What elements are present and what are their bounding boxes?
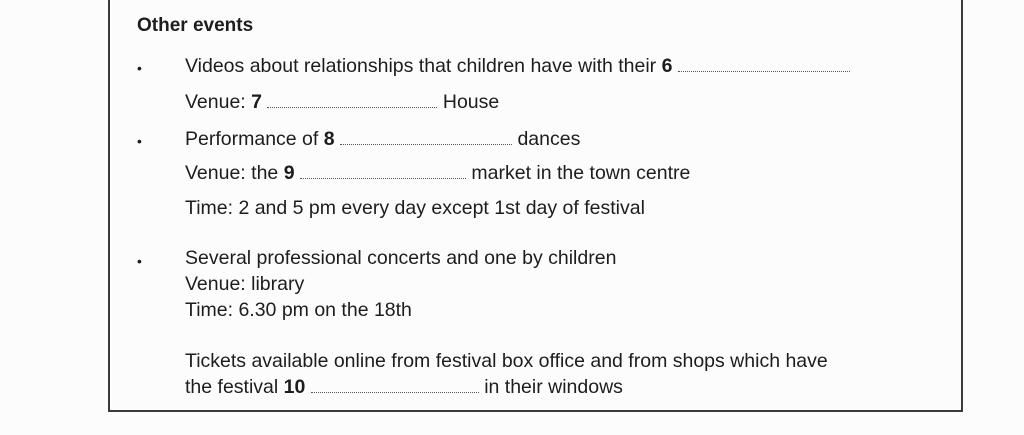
tickets-line2-suffix: in their windows — [484, 376, 623, 398]
bullet-3: • — [137, 253, 142, 269]
question-7-number: 7 — [251, 91, 263, 113]
tickets-line2 — [185, 375, 623, 399]
item2-venue — [185, 161, 690, 185]
item2-time: Time: 2 and 5 pm every day except 1st day of festival — [185, 197, 645, 219]
bullet-2: • — [137, 133, 142, 149]
item1-venue-label: Venue: — [185, 91, 246, 113]
bullet-1: • — [137, 60, 142, 76]
item2-venue-label: Venue: the — [185, 162, 279, 184]
item3-time: Time: 6.30 pm on the 18th — [185, 299, 412, 321]
item2-line1 — [185, 127, 580, 151]
answer-blank-9[interactable] — [300, 177, 466, 179]
item2-line1-suffix: dances — [517, 128, 581, 150]
item1-line1 — [185, 54, 850, 78]
answer-blank-10[interactable] — [311, 391, 479, 393]
item3-line1: Several professional concerts and one by children — [185, 247, 617, 269]
item3-venue: Venue: library — [185, 273, 305, 295]
section-title: Other events — [137, 15, 254, 36]
tickets-line2-text: the festival — [185, 376, 279, 398]
item2-venue-suffix: market in the town centre — [471, 162, 691, 184]
answer-blank-7[interactable] — [267, 106, 437, 108]
item1-line1-text: Videos about relationships that children have with their — [185, 55, 657, 77]
item1-venue — [185, 90, 499, 114]
question-6-number: 6 — [661, 55, 673, 77]
question-10-number: 10 — [283, 376, 306, 398]
item1-venue-suffix: House — [442, 91, 500, 113]
question-8-number: 8 — [323, 128, 335, 150]
item2-line1-text: Performance of — [185, 128, 319, 150]
tickets-line1: Tickets available online from festival box office and from shops which have — [185, 350, 828, 372]
answer-blank-6[interactable] — [678, 70, 850, 72]
answer-blank-8[interactable] — [340, 143, 512, 145]
question-9-number: 9 — [283, 162, 295, 184]
